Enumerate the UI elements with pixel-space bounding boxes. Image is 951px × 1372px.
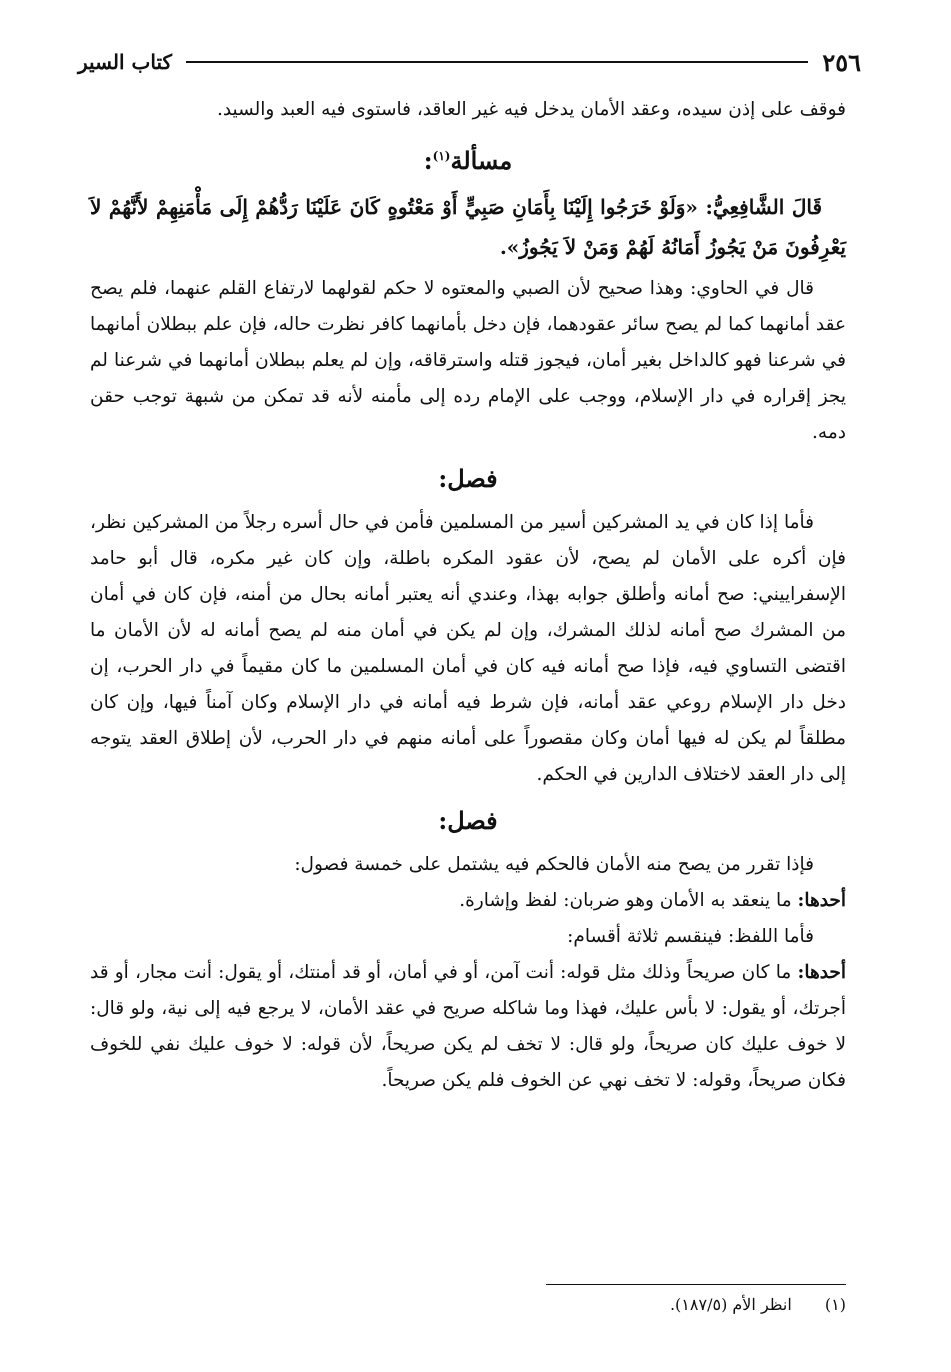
running-title: كتاب السير [78, 50, 173, 74]
fasl-heading-1: فصل: [438, 464, 498, 493]
paragraph-5-text: ما ينعقد به الأمان وهو ضربان: لفظ وإشارة. [459, 890, 798, 911]
paragraph-7-lead: أحدها: [797, 962, 846, 983]
masala-heading [90, 134, 846, 183]
paragraph-6: فأما اللفظ: فينقسم ثلاثة أقسام: [567, 926, 814, 947]
footnote-text: انظر الأم (١٨٧/٥). [669, 1295, 792, 1314]
paragraph-4: فإذا تقرر من يصح منه الأمان فالحكم فيه يشتمل على خمسة فصول: [294, 854, 814, 875]
footnote [670, 1292, 846, 1318]
header-rule [186, 61, 808, 63]
masala-colon: : [423, 146, 433, 175]
paragraph-1: فوقف على إذن سيده، وعقد الأمان يدخل فيه غير العاقد، فاستوى فيه العبد والسيد. [216, 99, 846, 120]
page-header [78, 42, 861, 82]
footnote-number: (١) [824, 1295, 846, 1314]
paragraph-7 [90, 955, 846, 1099]
paragraph-2: قال في الحاوي: وهذا صحيح لأن الصبي والمعتوه لا حكم لقولهما لارتفاع القلم عنهما، فلم يصح عقد أمانهما كما لم يصح سائر عقودهما، فإن دخل بأمانهما كافر نظرت حاله، فإن علم ببطلان أمانهما في شرعنا فهو كالداخل بغير أمان، فيجوز قتله واسترقاقه، وإن لم يعلم ببطلان أمانهما في شرعنا لم يجز إقراره في دار الإسلام، ووجب على الإمام رده إلى مأمنه لأنه قد تمكن من شبهة توجب حقن دمه. [90, 278, 846, 443]
masala-footnote-ref[interactable]: (١) [432, 149, 451, 163]
masala-heading-text: مسألة [450, 146, 513, 175]
paragraph-5 [90, 883, 846, 919]
page-number: ٢٥٦ [822, 47, 861, 77]
paragraph-5-lead: أحدها: [797, 890, 846, 911]
paragraph-3: فأما إذا كان في يد المشركين أسير من المسلمين فأمن في حال أسره رجلاً من المشركين نظر، فإن أكره على الأمان لم يصح، لأن عقود المكره باطلة، وإن كان غير مكره، قال أبو حامد الإسفراييني: صح أمانه وأطلق جوابه بهذا، وعندي أنه يعتبر أمانه بحال من أمنه، فإن كان في أمان من المشرك صح أمانه لذلك المشرك، وإن لم يكن في أمان منه لم يصح أمانه له لأن الأمان ما اقتضى التساوي فيه، فإذا صح أمانه فيه كان في أمان المسلمين ما كان مقيماً في دار الحرب، إن دخل دار الإسلام روعي عقد أمانه، فإن شرط فيه أمانه في دار الإسلام وكان آمناً فيها، وإن كان مطلقاً لم يكن له فيها أمان وكان مقصوراً على أمانه منهم في دار الحرب، لأن إطلاق العقد يتوجه إلى دار العقد لاختلاف الدارين في الحكم. [90, 512, 846, 785]
footnote-rule [546, 1284, 846, 1285]
page-body [90, 92, 846, 1099]
paragraph-7-text: ما كان صريحاً وذلك مثل قوله: أنت آمن، أو في أمان، أو قد أمنتك، أو يقول: أنت مجار، أو قد أجرتك، أو يقول: لا بأس عليك، فهذا وما شاكله صريح في عقد الأمان، لا يرجع فيه إلى نية، ولو قال: لا خوف عليك كان صريحاً، ولو قال: لا تخف لم يكن صريحاً، لأن قوله: لا خوف عليك نفي للخوف فكان صريحاً، وقوله: لا تخف نهي عن الخوف فلم يكن صريحاً. [90, 962, 846, 1091]
fasl-heading-2: فصل: [438, 806, 498, 835]
shafii-quote: قَالَ الشَّافِعِيُّ: «وَلَوْ خَرَجُوا إِلَيْنَا بِأَمَانِ صَبِيٍّ أَوْ مَعْتُوهٍ كَانَ عَلَيْنَا رَدُّهُمْ إِلَى مَأْمَنِهِمْ لأَنَّهُمْ لاَ يَعْرِفُونَ مَنْ يَجُوزُ أَمَانُهُ لَهُمْ وَمَنْ لاَ يَجُوزُ». [90, 195, 846, 259]
